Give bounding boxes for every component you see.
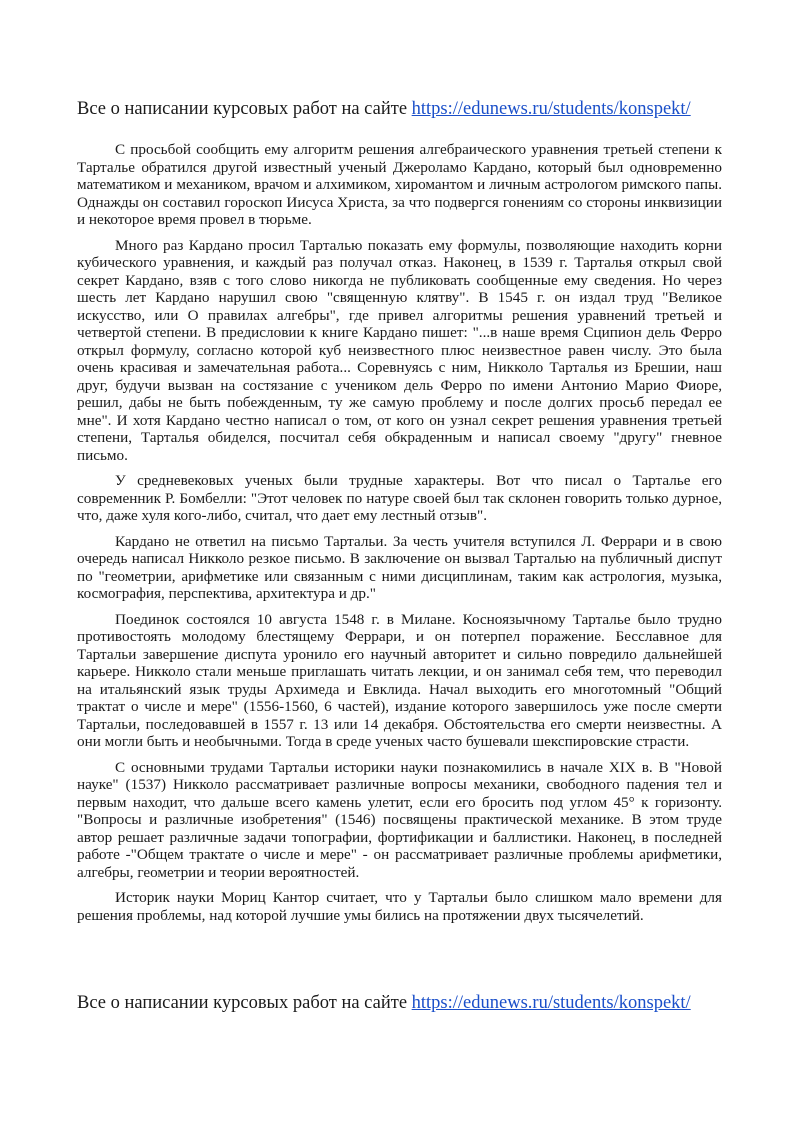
footer-banner-link[interactable]: https://edunews.ru/students/konspekt/: [411, 993, 691, 1013]
document-body: [77, 141, 722, 932]
paragraph-6: С основными трудами Тартальи историки науки познакомились в начале XIX в. В "Новой науке" (1537) Никколо рассматривает различные вопросы механики, свободного падения тел и первым находит, что дальше всего камень улетит, если его бросить под углом 45° к горизонту. "Вопросы и различные изобретения" (1546) посвящены практической механике. В этом труде автор решает различные задачи топографии, фортификации и баллистики. Наконец, в последней работе -"Общем трактате о числе и мере" - он рассматривает различные проблемы арифметики, алгебры, геометрии и теории вероятностей.: [77, 758, 722, 881]
footer-banner-text: Все о написании курсовых работ на сайте: [77, 993, 412, 1013]
paragraph-4: Кардано не ответил на письмо Тартальи. За честь учителя вступился Л. Феррари и в свою очередь написал Никколо резкое письмо. В заключение он вызвал Тарталью на публичный диспут по "геометрии, арифметике или связанным с ними дисциплинам, таким как астрология, музыка, космография, перспектива, архитектура и др.": [77, 532, 722, 602]
paragraph-1: С просьбой сообщить ему алгоритм решения алгебраического уравнения третьей степени к Тарталье обратился другой известный ученый Джероламо Кардано, который был одновременно математиком и механиком, врачом и алхимиком, хиромантом и личным астрологом римского папы. Однажды он составил гороскоп Иисуса Христа, за что подвергся гонениям со стороны инквизиции и некоторое время провел в тюрьме.: [77, 141, 722, 228]
paragraph-7: Историк науки Мориц Кантор считает, что у Тартальи было слишком мало времени для решения проблемы, над которой лучшие умы бились на протяжении двух тысячелетий.: [77, 889, 722, 924]
header-banner-link[interactable]: https://edunews.ru/students/konspekt/: [411, 99, 691, 119]
paragraph-5: Поединок состоялся 10 августа 1548 г. в Милане. Косноязычному Тарталье было трудно противостоять молодому блестящему Феррари, и он потерпел поражение. Бесславное для Тартальи завершение диспута уронило его научный авторитет и сильно повредило дальнейшей карьере. Никколо стали меньше приглашать читать лекции, и он занимал себя тем, что переводил на итальянский язык труды Архимеда и Евклида. Начал выходить его многотомный "Общий трактат о числе и мере" (1556-1560, 6 частей), издание которого завершилось уже после смерти Тартальи, последовавшей в 1557 г. 13 или 14 декабря. Обстоятельства его смерти неизвестны. А они могли быть и необычными. Тогда в среде ученых часто бушевали шекспировские страсти.: [77, 610, 722, 750]
header-banner-text: Все о написании курсовых работ на сайте: [77, 99, 412, 119]
footer-banner: [77, 992, 737, 1014]
paragraph-2: Много раз Кардано просил Тарталью показать ему формулы, позволяющие находить корни кубического уравнения, и каждый раз получал отказ. Наконец, в 1539 г. Тарталья открыл свой секрет Кардано, взяв с того слово никогда не публиковать сообщенные ему сведения. Но через шесть лет Кардано нарушил свою "священную клятву". В 1545 г. он издал труд "Великое искусство, или О правилах алгебры", где привел алгоритмы решения уравнений третьей и четвертой степени. В предисловии к книге Кардано пишет: "...в наше время Сципион дель Ферро открыл формулу, согласно которой куб неизвестного плюс неизвестное равен числу. Это была очень красивая и замечательная работа... Соревнуясь с ним, Никколо Тарталья из Брешии, наш друг, будучи вызван на состязание с учеником дель Ферро по имени Антонио Марио Фиоре, решил, дабы не быть побежденным, ту же самую проблему и после долгих просьб передал ее мне". И хотя Кардано честно написал о том, от кого он узнал секрет решения уравнения третьей степени, Тарталья обиделся, посчитал себя обкраденным и написал своему "другу" гневное письмо.: [77, 236, 722, 464]
header-banner: [77, 98, 737, 120]
paragraph-3: У средневековых ученых были трудные характеры. Вот что писал о Тарталье его современник Р. Бомбелли: "Этот человек по натуре своей был так склонен говорить только дурное, что, даже хуля кого-либо, считал, что дает ему лестный отзыв".: [77, 472, 722, 524]
